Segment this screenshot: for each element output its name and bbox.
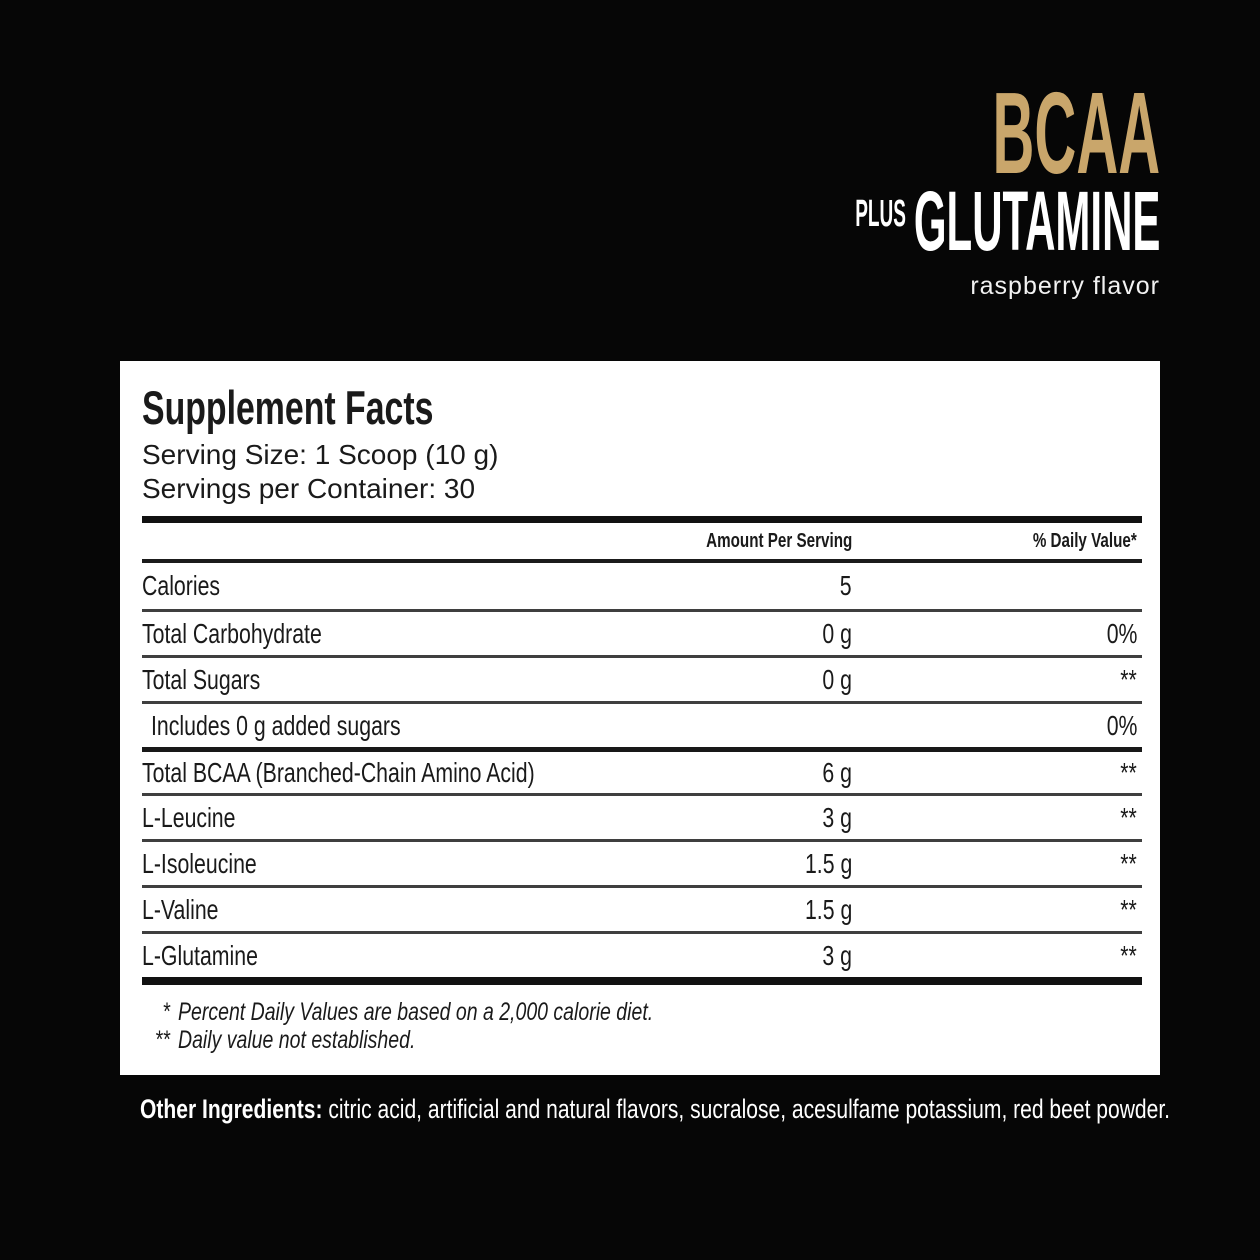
nutrient-name: L-Glutamine: [142, 939, 258, 971]
table-row: [142, 839, 1142, 885]
footnote-mark: *: [162, 998, 170, 1026]
footnote-text: Daily value not established.: [178, 1026, 416, 1054]
table-row: [142, 931, 1142, 977]
table-bottom-bar: [142, 977, 1142, 985]
nutrient-amount: 5: [840, 570, 852, 601]
nutrient-daily-value: **: [1120, 893, 1137, 925]
table-row: [142, 885, 1142, 931]
table-row: [142, 655, 1142, 701]
table-row: [142, 793, 1142, 839]
other-ingredients-label: Other Ingredients:: [140, 1094, 323, 1124]
nutrient-daily-value: 0%: [1106, 617, 1137, 649]
nutrient-daily-value: 0%: [1106, 709, 1137, 741]
nutrient-name: Total Carbohydrate: [142, 617, 322, 649]
table-row: [142, 701, 1142, 747]
nutrient-name: L-Valine: [142, 893, 219, 925]
servings-per-container-line: Servings per Container: 30: [142, 473, 476, 504]
serving-size-line: Serving Size: 1 Scoop (10 g): [142, 439, 499, 470]
brand-block: [550, 68, 1160, 301]
footnote-mark: **: [154, 1026, 170, 1054]
nutrient-amount: 3 g: [822, 801, 852, 833]
supplement-facts-panel: [120, 361, 1160, 1075]
footnotes: [142, 998, 1142, 1054]
nutrient-name: Total Sugars: [142, 663, 261, 695]
table-header-row: [142, 523, 1142, 563]
nutrient-daily-value: **: [1120, 847, 1137, 879]
nutrient-name: L-Leucine: [142, 801, 236, 833]
nutrient-name: Total BCAA (Branched-Chain Amino Acid): [142, 756, 535, 788]
nutrient-daily-value: **: [1120, 663, 1137, 695]
table-row: [142, 563, 1142, 609]
nutrient-amount: 1.5 g: [804, 893, 852, 925]
footnote-daily-value: [142, 998, 1142, 1026]
other-ingredients: [140, 1094, 1250, 1124]
nutrient-amount: 0 g: [822, 617, 852, 649]
nutrient-daily-value: **: [1120, 756, 1137, 788]
table-row: [142, 609, 1142, 655]
table-top-bar: [142, 516, 1142, 523]
nutrient-name: Includes 0 g added sugars: [151, 709, 401, 741]
nutrient-amount: 6 g: [822, 756, 852, 788]
column-header-amount: Amount Per Serving: [705, 529, 852, 552]
nutrient-daily-value: **: [1120, 939, 1137, 971]
other-ingredients-line: [140, 1094, 1170, 1124]
nutrient-daily-value: **: [1120, 801, 1137, 833]
nutrient-name: Calories: [142, 570, 221, 601]
nutrient-amount: 0 g: [822, 663, 852, 695]
brand-plus-label: PLUS: [854, 193, 906, 235]
nutrient-amount: 3 g: [822, 939, 852, 971]
supplement-facts-title: Supplement Facts: [142, 381, 434, 434]
brand-name-line2: [854, 174, 1160, 268]
flavor-label: raspberry flavor: [970, 272, 1160, 300]
other-ingredients-text: citric acid, artificial and natural flavors, sucralose, acesulfame potassium, red beet powder.: [328, 1094, 1171, 1124]
nutrient-name: L-Isoleucine: [142, 847, 257, 879]
table-row: [142, 747, 1142, 793]
brand-name-glutamine: GLUTAMINE: [913, 174, 1160, 268]
nutrient-amount: 1.5 g: [804, 847, 852, 879]
column-header-daily-value: % Daily Value*: [1033, 529, 1137, 552]
footnote-text: Percent Daily Values are based on a 2,000 calorie diet.: [178, 998, 654, 1026]
footnote-not-established: [142, 1026, 1142, 1054]
brand-name-bcaa: BCAA: [992, 68, 1160, 198]
